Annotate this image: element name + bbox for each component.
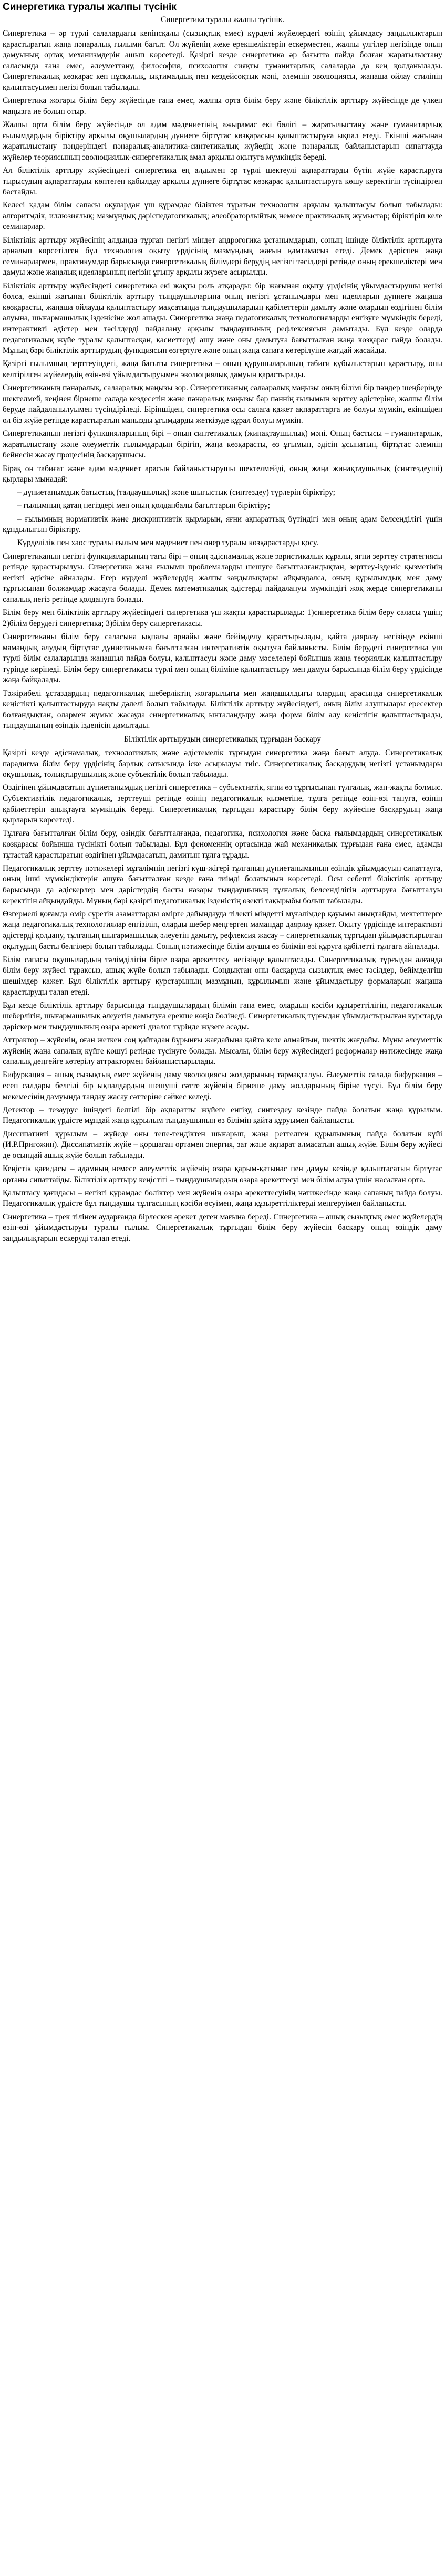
paragraph: Синергетиканың негізгі функцияларының тағы бірі – оның әдіснамалық және эвристикалық құралы, яғни зерттеу стратегиясы ретінде қарастырылуы. Синергетика жаңа ғылыми проблемаларды шешуге бағытталғандықтан, зерттеу-ізденіс қызметінің негізгі әдісіне айналады. Егер күрделі жүйелердің жалпы заңдылықтары айқындалса, оның құрылымдық мен даму тұрғысынан болжамдар жасауға болады. Демек математикалық әдістерді пайдалануы мүмкіндігі жоқ жерде синергетиканы сапалық негіз ретінде қолдануға болады. xyxy=(3,551,442,604)
paragraph: Бифуркация – ашық сызықтық емес жүйенің даму эволюциясы жолдарының тармақталуы. Әлеуметтік салада бифуркация – есеп салдары белгілі бір ықпалдардың шешуші сәтте жүйенің бірнеше даму жолдарының біріне түсуі. Бұл білім беру мекемесінің дамуында таңдау жасау сәттеріне сәйкес келеді. xyxy=(3,1070,442,1101)
paragraph: Білім сапасы оқушылардың тәлімділігін бірге өзара әрекеттесу негізінде қалыптасады. Синергетикалық тұрғыдан алғанда білім беру жүйесі тұрақсыз, ашық жүйе болып табылады. Сондықтан оны басқаруда сызықтық емес тәсілдер, бейімделгіш шешімдер қажет. Бұл біліктілік арттыру курстарының мазмұнын, құрылымын және ұйымдастыру формаларын жаңаша қарастыруды талап етеді. xyxy=(3,955,442,997)
paragraph: – дүниетанымдық батыстық (талдаушылық) және шығыстық (синтездеу) түрлерін біріктіру; xyxy=(17,488,335,497)
section-heading: Біліктілік арттырудың синергетикалық тұрғыдан басқару xyxy=(123,734,321,744)
paragraph: Синергетика жоғары білім беру жүйесінде ғана емес, жалпы орта білім беру және біліктілік арттыру жүйесінде де үлкен маңызға ие болып отыр. xyxy=(3,96,442,116)
document-title: Синергетика туралы жалпы түсінік xyxy=(3,2,177,13)
paragraph: Тәжірибелі ұстаздардың педагогикалық шеберліктің жоғарылығы мен жаңашылдығы олардың арасында синергетикалық кеңістікті қалыптастыруда нақты дәлелі болып табылады. Біліктілік арттыру жүйесіндегі, оның білім алушылары ересектер болғандықтан, олармен жұмыс жасауда синергетикалық ынталандыру жаңа форма білім алу кеңістігін қалыптастырады, тыңдаушының өзіндік ізденісін дамытады. xyxy=(3,689,442,731)
paragraph: Біліктілік арттыру жүйесіндегі синергетика екі жақты роль атқарады: бір жағынан оқыту үрдісінің ұйымдастырушы негізі болса, екінші жағынан біліктілік арттыру тыңдаушыларына оның негізгі ұстанымдары мен идеяларын дүниеге жаңаша көзқарасты, жаңаша ойлауды қалыптастыру мақсатында тыңдаушылардың қабілеттерін дамыту және олардың өздігінен білім алуына, шығармашылық ізденісіне жол ашады. Синергетика жаңа педагогикалық технологияларды енгізуге мүмкіндік береді, интерактивті әдістер мен тәсілдерді пайдалану арқылы тыңдаушының рефлексиясын дамытады. Бұл кезде оларда педагогикалық жүйе туралы қалыптасқан, қасиеттерді ашу және оны дамытуға бағытталған жаңа көзқарас пайда болады. Мұның бәрі біліктілік арттырудың функциясын өзгертуге және оның жаңа сапаға көтерілуіне жағдай жасайды. xyxy=(3,281,442,356)
paragraph: Тұлғаға бағытталған білім беру, өзіндік бағытталғанда, педагогика, психология және басқа ғылымдардың синергетикалық көзқарасы бойынша түсінікті болып табылады. Бұл феноменнің ортасында жай механикалық тұрғыдан ғана емес, адамды тұтастай қарастыратын өздігінен ұйымдасатын, дамитын тұлға тұрады. xyxy=(3,829,442,860)
paragraph: Біліктілік арттыру жүйесінің алдында тұрған негізгі міндет андрогогика ұстанымдарын, соның ішінде біліктілік арттыруға арналып көрсетілген бұл технология оқыту үрдісінің мазмұндық жағын қамтамасыз етеді. Демек дәріспен жаңа семинарлармен, практикумдар барысында синергетикалық білімдері берудің негізгі тәсілдері ретінде оның ерекшеліктері мен дамуы және жаңалық идеяларының негізін ұғыну арқылы жүзеге асырылды. xyxy=(3,235,442,277)
paragraph: Ал біліктілік арттыру жүйесіндегі синергетика ең алдымен әр түрлі шектеулі ақпараттарды бүтін жүйе қарастыруға тырысудың ақпараттарды көптеген қабылдау арқылы дүниеге біртұтас көзқарас қалыптастыруға көшу керектігін түсіндірген бастайды. xyxy=(3,165,442,197)
paragraph: Бірақ он табиғат және адам мәдениет арасын байланыстырушы шектелмейді, оның жаңа жинақтаушылық (синтездеуші) қырлары мынадай: xyxy=(3,464,442,484)
paragraph: Аттрактор – жүйенің, оған жеткен соң қайтадан бұрынғы жағдайына қайта келе алмайтын, шектік жағдайы. Мұны әлеуметтік жүйенің жаңа сапалық күйге көшуі ретінде түсінуге болады. Мысалы, білім беру жүйесіндегі реформалар нәтижесінде жаңа сапалық деңгейге көтерілу аттрактормен байланыстырылады. xyxy=(3,1036,442,1067)
paragraph: Диссипативті құрылым – жүйеде оны тепе-теңдіктен шығарып, жаңа реттелген құрылымның пайда болатын күйі (И.Р.Пригожин). Диссипативтік жүйе – қоршаған ортамен энергия, зат және ақпарат алмасатын ашық жүйе. Білім беру жүйесі де осындай ашық жүйе болып табылады. xyxy=(3,1129,442,1160)
paragraph: – ғылымның қатаң негіздері мен оның қолданбалы бағыттарын біріктіру; xyxy=(17,501,271,510)
paragraph: Қазіргі ғылымның зерттеуіндегі, жаңа бағыты синергетика – оның құрушыларының табиғи құбылыстарын қарастыру, оны келтірілген жүйелердің өзін-өзі ұйымдастыруымен эволюциялық дамуын қарастырады. xyxy=(3,359,442,379)
document-body xyxy=(3,28,442,1244)
paragraph: Синергетиканың пәнаралық, салааралық маңызы зор. Синергетиканың салааралық маңызы оның білімі бір пәндер шеңберінде шектелмей, кеңінен бірнеше салада кездесетін және пәнаралық маңызы бар пәннің ғылымын зерттеу әдістеріне, жалпы білім беруде пайдаланылуымен түсіндіріледі. Біріншіден, синергетика осы салаға қажет ақпараттарға ие болуы мүмкін, екіншіден ол біз жүйе ретінде қарастыратын маңызды ұғымдарды жеткізуде құрал болуы мүмкін. xyxy=(3,383,442,425)
paragraph: Келесі қадам білім сапасы оқулардан үш құрамдас біліктен тұратын технология арқылы қалыптасуы болып табылады: алгоритмдік, иллюзиялық; мазмұндық дәріспедагогикалық; әлеобраторлыйтық немесе практикалық жұмыстар; біріктіріп келе семинарлар. xyxy=(3,201,442,232)
paragraph: Синергетика – грек тілінен аударғанда бірлескен әрекет деген мағына береді. Синергетика – ашық сызықтық емес жүйелердің өзін-өзі ұйымдастыруы туралы ғылым. Синергетикалық тұрғыдан білім беру жүйесін басқару оның өзіндік даму заңдылықтарын ескеруді талап етеді. xyxy=(3,1212,442,1243)
paragraph: Өздігінен ұйымдасатын дүниетанымдық негізгі синергетика – субъективтік, яғни өз тұрғысынан түлғалық, жан-жақты болмыс. Субъективтілік педагогикалық, зерттеуші ретінде өзінің педагогикалық қызметіне, тұлға ретінде өзін-өзі тануға, өзінің қабілеттерін анықтауға мүмкіндік береді. Синергетикалық тұрғыдан қарастыру білім беру жүйесіне басқарудың жаңа қырларын көрсетеді. xyxy=(3,783,442,825)
paragraph: Кеңістік қағидасы – адамның немесе әлеуметтік жүйенің өзара қарым-қатынас пен дамуы кезінде қалыптасатын біртұтас ортаны сипаттайды. Біліктілік арттыру кеңістігі – тыңдаушылардың өзара әрекеттесуі мен білім алуы үшін жасалған орта. xyxy=(3,1164,442,1184)
paragraph: Қазіргі кезде әдіснамалық, технологиялық және әдістемелік тұрғыдан синергетика жаңа бағыт алуда. Синергетикалық парадигма білім беру үрдісінің барлық сатысында іске асырылуы тиіс. Синергетикалық басқарудың негізгі ұстанымдары оқушылық, толықтырушылық және субъектілік болып табылады. xyxy=(3,748,442,779)
paragraph: Бұл кезде біліктілік арттыру барысында тыңдаушылардың білімін ғана емес, олардың кәсіби құзыреттілігін, педагогикалық шеберлігін, шығармашылық әлеуетін дамытуға ерекше көңіл бөлінеді. Синергетикалық тұрғыдан ұйымдастырылған курстарда дәріскер мен тыңдаушының өзара әрекеті диалог түрінде жүзеге асады. xyxy=(3,1000,442,1031)
paragraph: Жалпы орта білім беру жүйесінде ол адам мәдениетінің ажырамас екі бөлігі – жаратылыстану және гуманитарлық ғылымдардың біріктіру арқылы оқушылардың дүниеге біртұтас көзқарасын қалыптастыруға ықпал етеді. Екінші жағынан жаратылыстану пәндеріндегі пәнаралық-аналитика-синтетикалық жүйедің және пәнаралық байланыстарын сипаттауда жүйелер теориясының эволюциялық-синергетикалық амал арқылы оқытуға мүмкіндік береді. xyxy=(3,120,442,162)
paragraph: Педагогикалық зерттеу нәтижелері мұғалімнің негізгі күш-жігері тұлғаның дүниетанымының өзіндік ұйымдасуын сипаттауға, оның ішкі мүмкіндіктерін ашуға бағытталған кезде ғана тиімді болатынын көрсетеді. Осы себепті біліктілік арттыру барысында да әдіскерлер мен дәрістердің басты назары тыңдаушының тұлғалық белсенділігін арттыруға бағытталуы керектігін айқындайды. Мұның бәрі қазіргі педагогикалық ізденістің өзекті тақырыбы болып табылады. xyxy=(3,863,442,905)
paragraph: Синергетика – әр түрлі салалардағы кепіңсқалы (сызықтық емес) күрделі жүйелердегі өзінің ұйымдасу заңдылықтарын қарастыратын жаңа пәнаралық ғылыми бағыт. Ол жүйенің жеке ерекшеліктерін ескерместен, жалпы үлгілер негізінде оның дамуының ортақ механизмдерін ашып көрсетеді. Қазіргі кезде синергетика әр бағытта пайда болған жаратылыстану саласында ғана емес, әлеуметтану, философия, психология сияқты гуманитарлық салаларда да кең қолданылады. Синергетикалық көзқарас кеп нұсқалық, ықтималдық пен кездейсоқтық мәні, әлемнің эволюциясы, жаңаша ойлау стилінің қалыптасуымен негізі болып табылады. xyxy=(3,29,442,92)
paragraph: Күрделілік пен хаос туралы ғылым мен мәдениет пен өнер туралы көзқарастарды қосу. xyxy=(17,538,318,548)
paragraph: Қалыптасу қағидасы – негізгі құрамдас бөліктер мен жүйенің өзара әрекеттесуінің нәтижесінде жаңа сапаның пайда болуы. Педагогикалық үрдісте бұл тыңдаушы тұлғасының кәсіби өсуімен, жаңа құзыреттіліктерді меңгеруімен байланысты. xyxy=(3,1188,442,1208)
paragraph: Синергетиканы білім беру саласына ықпалы арнайы және бейімделу қарастырылады, қайта даярлау негізінде екінші мамандық алудың біртұтас дүниетанымға бағытталған интегративтік оқытуға байланысты. Білім берудегі синергетика үш түрлі білім салаларында жаңашыл пайда болуы, қалыптасуы және даму мәселелері бойынша жаңа теориялық қалыптастыру түрінде көрінеді. Білім беру синергетикасы түрлі мен оның біліміне қалыптастыру мен дамуы барысында білім беру үрдісінде жаңа байқалады. xyxy=(3,632,442,685)
paragraph: Білім беру мен біліктілік арттыру жүйесіндегі синергетика үш жақты қарастырылады: 1)синергетика білім беру саласы үшін; 2)білім берудегі синергетика; 3)білім беру синергетикасы. xyxy=(3,608,442,628)
paragraph: Өзгермелі қоғамда өмір сүретін азаматтарды өмірге дайындауда тілекті міндетті мұғалімдер қауымы анықтайды, мектептерге жаңа педагогикалық технологиялар енгізіліп, оларды шебер меңгерген мамандар даярлау қажет. Оқыту үрдісінде интерактивті әдістерді қолдану, тұлғаның шығармашылық әлеуетін дамыту, рефлексия жасау – синергетикалық тұрғыдан ұйымдастырылған оқытудың басты белгілері болып табылады. Соның нәтижесінде білім алушы өз білімін өзі құруға қабілетті тұлғаға айналады. xyxy=(3,909,442,951)
paragraph: – ғылымның нормативтік және дискриптивтік қырларын, яғни ақпараттық бүтіндігі мен оның адам белсенділігі үшін құндылығын біріктіру. xyxy=(3,514,442,535)
paragraph: Детектор – тезаурус ішіндегі белгілі бір ақпаратты жүйеге енгізу, синтездеу кезінде пайда болатын жаңа құрылым. Педагогикалық үрдісте мұндай жаңа құрылым тыңдаушының өз білімін қайта құруымен байланысты. xyxy=(3,1105,442,1125)
paragraph: Синергетиканың негізгі функцияларының бірі – оның синтетикалық (жинақтаушылық) мәні. Оның бастысы – гуманитарлық, жаратылыстану және әлеуметтік ғылымдардың бірігіп, жаңа көзқарасты, өз ұғымын, әдісін ұсынатын, біртұтас әлемнің бейнесін жасау процесінің басқарушысы. xyxy=(3,429,442,460)
document-subtitle: Синергетика туралы жалпы түсінік. xyxy=(161,15,284,24)
